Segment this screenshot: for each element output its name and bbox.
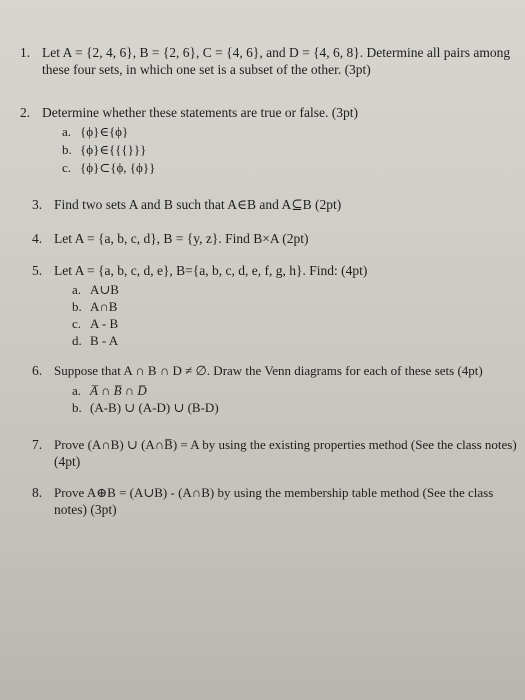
question-3 (32, 196, 341, 213)
question-number: 1. (20, 45, 31, 60)
question-text: Let A = {a, b, c, d}, B = {y, z}. Find B×A (2pt) (54, 231, 309, 246)
question-8-continued: notes) (3pt) (54, 502, 117, 517)
question-text: Prove (A∩B) ∪ (A∩B̅) = A by using the existing properties method (See the class notes) (54, 437, 517, 452)
question-number: 5. (32, 263, 43, 278)
question-text: Let A = {2, 4, 6}, B = {2, 6}, C = {4, 6}, and D = {4, 6, 8}. Determine all pairs among (42, 45, 511, 60)
question-2-item-a: a. {ϕ}∈{ϕ} (62, 124, 129, 139)
question-number: 8. (32, 485, 43, 500)
question-text: Let A = {a, b, c, d, e}, B={a, b, c, d, e, f, g, h}. Find: (4pt) (54, 263, 368, 278)
question-4 (32, 230, 309, 247)
question-2-item-b: b. {ϕ}∈{{{}}} (62, 142, 147, 157)
question-7-continued: (4pt) (54, 454, 81, 469)
question-number: 6. (32, 363, 43, 378)
question-text: Prove A⊕B = (A∪B) - (A∩B) by using the membership table method (See the class (54, 485, 494, 500)
question-5-item-c: c. A - B (72, 316, 119, 331)
question-6 (32, 362, 483, 379)
question-5 (32, 262, 367, 279)
question-7 (32, 436, 517, 453)
question-6-item-b: b. (A-B) ∪ (A-D) ∪ (B-D) (72, 400, 219, 415)
question-number: 4. (32, 231, 43, 246)
question-2 (20, 104, 358, 121)
question-1-continued: these four sets, in which one set is a subset of the other. (3pt) (42, 62, 371, 77)
question-text: Find two sets A and B such that A∈B and A⊆B (2pt) (54, 197, 342, 212)
question-6-item-a: a. A̅ ∩ B̅ ∩ D̅ (72, 383, 147, 398)
question-text: Determine whether these statements are true or false. (3pt) (42, 105, 358, 120)
question-number: 2. (20, 105, 31, 120)
question-8 (32, 484, 493, 501)
question-5-item-a: a. A∪B (72, 282, 119, 297)
question-5-item-b: b. A∩B (72, 299, 118, 314)
question-5-item-d: d. B - A (72, 333, 119, 348)
question-1 (20, 44, 510, 61)
question-text: Suppose that A ∩ B ∩ D ≠ ∅. Draw the Venn diagrams for each of these sets (4pt) (54, 363, 483, 378)
question-number: 7. (32, 437, 43, 452)
question-number: 3. (32, 197, 43, 212)
question-2-item-c: c. {ϕ}⊂{ϕ, {ϕ}} (62, 160, 156, 175)
